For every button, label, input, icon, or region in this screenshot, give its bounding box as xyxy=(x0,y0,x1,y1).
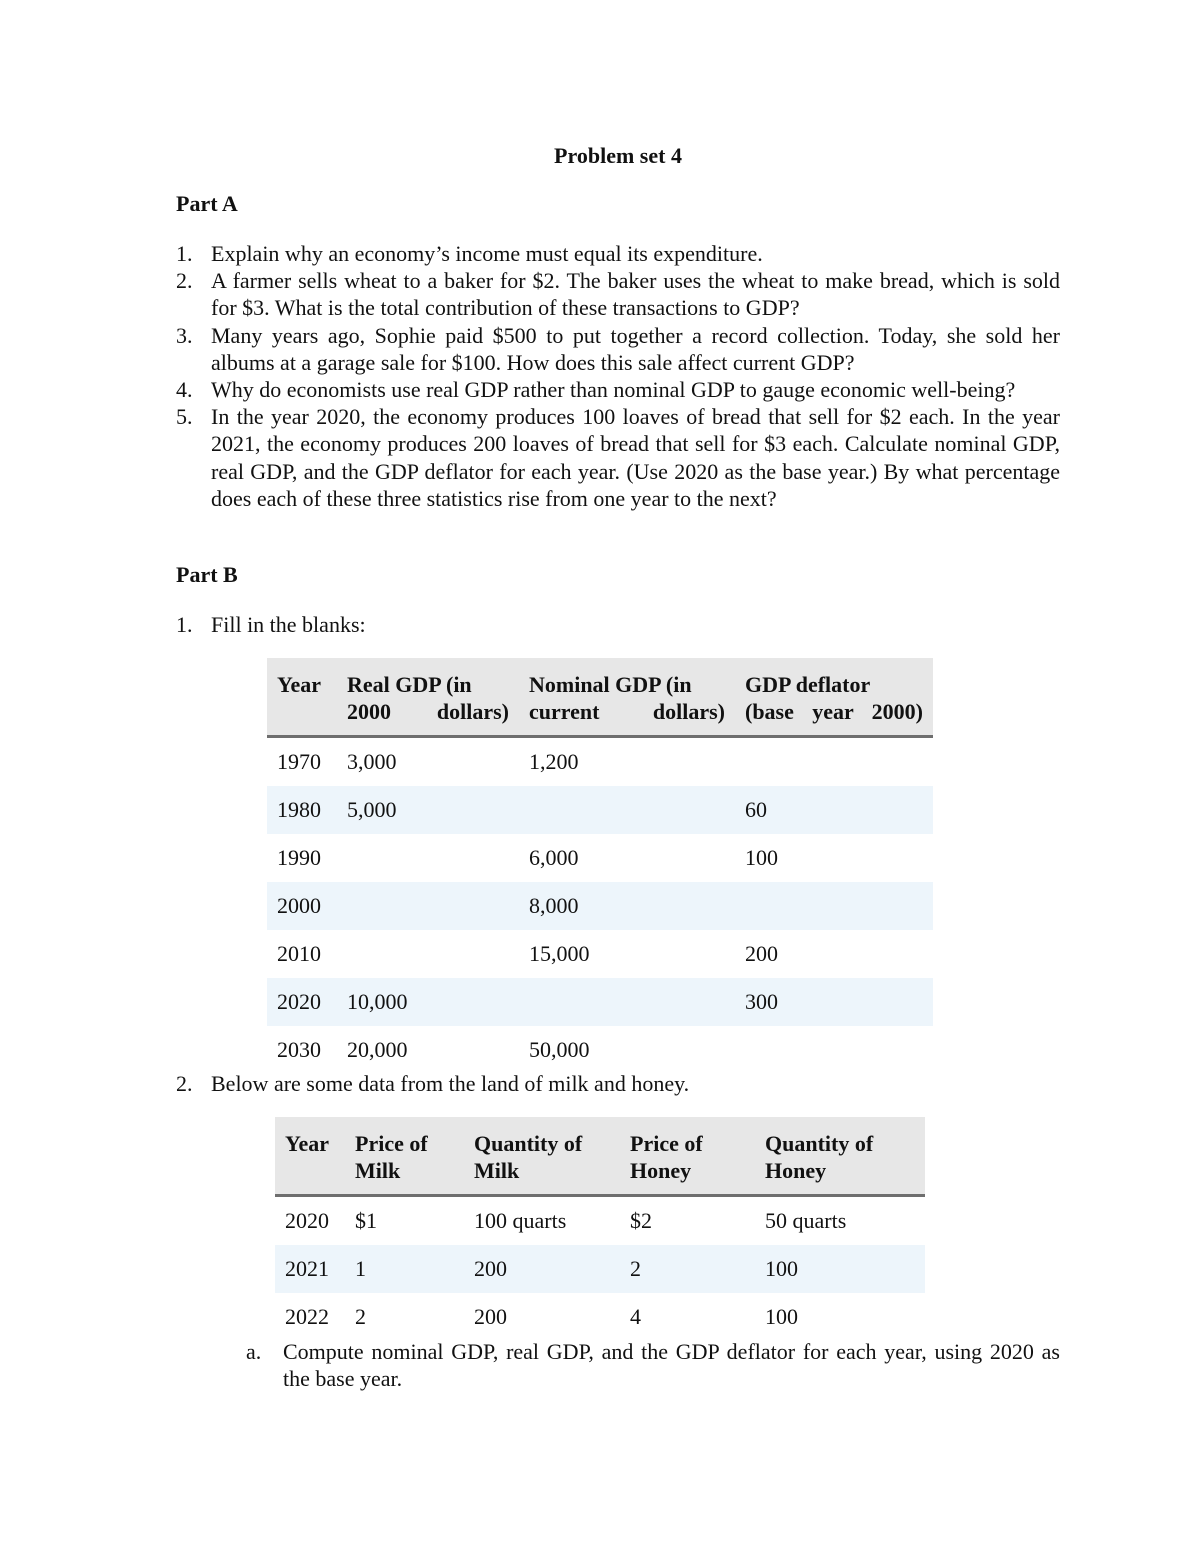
table-row xyxy=(267,882,933,930)
table-cell: 300 xyxy=(735,978,933,1026)
table-cell: 1990 xyxy=(277,845,321,870)
table-cell: 1980 xyxy=(267,786,337,834)
table-cell xyxy=(735,882,933,930)
table-cell: 2 xyxy=(355,1304,366,1329)
table-cell xyxy=(519,978,735,1026)
table-header-row xyxy=(267,658,933,737)
table-row xyxy=(267,737,933,787)
table-cell: 1,200 xyxy=(529,749,579,774)
question-text: Fill in the blanks: xyxy=(211,612,366,637)
question-text: Why do economists use real GDP rather than nominal GDP to gauge economic well-being? xyxy=(211,377,1016,403)
column-header: Nominal GDP (in current dollars) xyxy=(519,658,735,737)
table-cell: 1 xyxy=(345,1245,464,1293)
table-row xyxy=(275,1245,925,1293)
page-title: Problem set 4 xyxy=(554,143,682,168)
table-cell: 100 xyxy=(765,1304,798,1329)
table-row xyxy=(275,1293,925,1341)
milk-honey-table xyxy=(275,1117,925,1341)
table-cell xyxy=(337,834,519,882)
table-cell: 2030 xyxy=(277,1037,321,1062)
question-number: 5. xyxy=(176,404,193,430)
question-text: Below are some data from the land of milk and honey. xyxy=(211,1071,690,1096)
table-cell: 8,000 xyxy=(519,882,735,930)
part-b-question-2 xyxy=(176,1070,1060,1097)
question-number: 2. xyxy=(176,268,193,294)
table-cell: 3,000 xyxy=(347,749,397,774)
question-item xyxy=(176,403,1060,512)
table-cell: 200 xyxy=(464,1245,620,1293)
table-row xyxy=(267,834,933,882)
table-row xyxy=(267,786,933,834)
table-cell: 2 xyxy=(620,1245,755,1293)
part-b-question-1 xyxy=(176,611,1060,638)
question-number: 4. xyxy=(176,377,193,403)
column-header: Year xyxy=(267,658,337,737)
gdp-fill-in-table xyxy=(267,658,933,1074)
table-cell: 6,000 xyxy=(529,845,579,870)
table-cell: 100 xyxy=(755,1245,925,1293)
table-cell: 15,000 xyxy=(529,941,590,966)
part-b-heading: Part B xyxy=(176,562,238,587)
table-cell xyxy=(735,737,933,787)
table-cell: 10,000 xyxy=(337,978,519,1026)
column-header: Year xyxy=(275,1117,345,1196)
question-item xyxy=(176,240,1060,267)
table-cell: 2020 xyxy=(285,1208,329,1233)
question-number: 1. xyxy=(176,612,193,637)
subpart-item xyxy=(246,1338,1060,1392)
question-text: Many years ago, Sophie paid $500 to put together a record collection. Today, she sold her albums at a garage sale for $100. How does this sale affect current GDP? xyxy=(211,322,1060,375)
table-cell: 2020 xyxy=(267,978,337,1026)
column-header: Real GDP (in 2000 dollars) xyxy=(337,658,519,737)
question-item xyxy=(176,1070,1060,1097)
subpart-text: Compute nominal GDP, real GDP, and the GDP deflator for each year, using 2020 as the base year. xyxy=(283,1339,1060,1392)
table-cell: 50 quarts xyxy=(765,1208,847,1233)
table-cell xyxy=(337,930,519,978)
question-text: Explain why an economy’s income must equal its expenditure. xyxy=(211,241,763,266)
table-cell: 4 xyxy=(630,1304,641,1329)
table-cell: $2 xyxy=(630,1208,652,1233)
table-row xyxy=(267,1026,933,1074)
table-cell: 100 quarts xyxy=(474,1208,567,1233)
table-row xyxy=(267,930,933,978)
column-header: Price of Honey xyxy=(620,1117,755,1196)
column-header: Quantity of Milk xyxy=(464,1117,620,1196)
table-cell: 50,000 xyxy=(529,1037,590,1062)
table-cell xyxy=(735,1026,933,1074)
table-row xyxy=(267,978,933,1026)
table-cell: 2021 xyxy=(275,1245,345,1293)
table-cell xyxy=(337,882,519,930)
table-cell: 1970 xyxy=(277,749,321,774)
question-text: A farmer sells wheat to a baker for $2. The baker uses the wheat to make bread, which is sold for $3. What is the total contribution of these transactions to GDP? xyxy=(211,268,1060,321)
table-cell: 200 xyxy=(745,941,778,966)
subpart-letter: a. xyxy=(246,1339,262,1364)
part-a-heading: Part A xyxy=(176,191,238,216)
table-row xyxy=(275,1196,925,1246)
question-number: 2. xyxy=(176,1071,193,1096)
question-item xyxy=(176,267,1060,321)
table-header-row xyxy=(275,1117,925,1196)
table-cell: $1 xyxy=(355,1208,377,1233)
table-cell: 200 xyxy=(474,1304,507,1329)
question-text: In the year 2020, the economy produces 100 loaves of bread that sell for $2 each. In the year 2021, the economy produces 200 loaves of bread that sell for $3 each. Calculate nominal GDP, real GDP, and the GDP deflator for each year. (Use 2020 as the base year.) By what percentage does each of these three statistics rise from one year to the next? xyxy=(211,404,1060,511)
question-item xyxy=(176,322,1060,376)
question-item xyxy=(176,611,1060,638)
table-cell: 2010 xyxy=(277,941,321,966)
question-2-subparts xyxy=(246,1338,1060,1392)
table-cell: 2022 xyxy=(285,1304,329,1329)
question-number: 1. xyxy=(176,241,193,266)
table-cell: 100 xyxy=(745,845,778,870)
question-number: 3. xyxy=(176,322,193,348)
question-item xyxy=(176,376,1060,403)
table-cell: 60 xyxy=(735,786,933,834)
part-a-question-list xyxy=(176,240,1060,512)
column-header: Price of Milk xyxy=(345,1117,464,1196)
table-cell: 2000 xyxy=(267,882,337,930)
column-header: Quantity of Honey xyxy=(755,1117,925,1196)
column-header: GDP deflator (base year 2000) xyxy=(735,658,933,737)
table-cell: 20,000 xyxy=(347,1037,408,1062)
table-cell: 5,000 xyxy=(337,786,519,834)
table-cell xyxy=(519,786,735,834)
